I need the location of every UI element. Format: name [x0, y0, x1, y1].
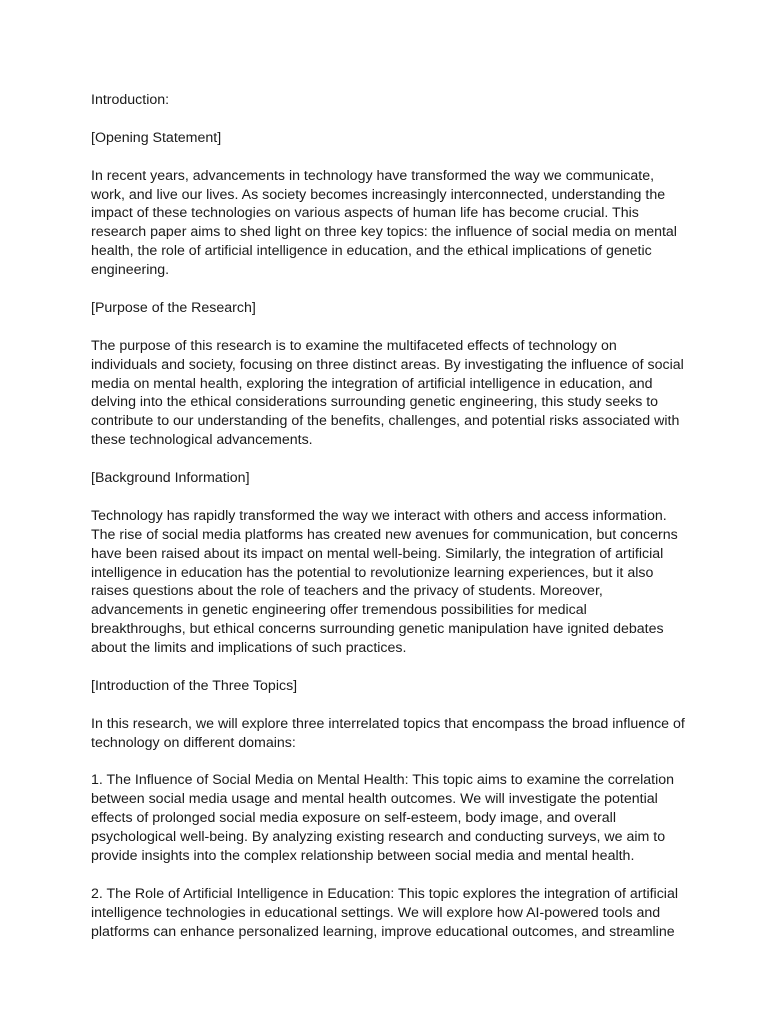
background-label: [Background Information]	[91, 470, 250, 487]
purpose-paragraph: The purpose of this research is to examine the multifaceted effects of technology on individuals and society, focusing on three distinct areas. By investigating the influence of social media on mental health, exploring the integration of artificial intelligence in education, and delving into the ethical considerations surrounding genetic engineering, this study seeks to contribute to our understanding of the benefits, challenges, and potential risks associated with these technological advancements.	[91, 337, 684, 449]
opening-statement-label: [Opening Statement]	[91, 129, 222, 146]
section-heading: Introduction:	[91, 92, 170, 108]
opening-statement-paragraph: In recent years, advancements in technology have transformed the way we communicate, work, and live our lives. As society becomes increasingly interconnected, understanding the impact of these technologies on various aspects of human life has become crucial. This research paper aims to shed light on three key topics: the influence of social media on mental health, the role of artificial intelligence in education, and the ethical implications of genetic engineering.	[91, 167, 677, 279]
topic-2-paragraph: 2. The Role of Artificial Intelligence in Education: This topic explores the integration of artificial intelligence technologies in educational settings. We will explore how AI-powered tools and platforms can enhance personalized learning, improve educational outcomes, and streamline	[91, 885, 678, 940]
topic-1-paragraph: 1. The Influence of Social Media on Mental Health: This topic aims to examine the correlation between social media usage and mental health outcomes. We will investigate the potential effects of prolonged social media exposure on self-esteem, body image, and overall psychological well-being. By analyzing existing research and conducting surveys, we aim to provide insights into the complex relationship between social media and mental health.	[91, 772, 675, 865]
background-paragraph: Technology has rapidly transformed the way we interact with others and access information. The rise of social media platforms has created new avenues for communication, but concerns have been raised about its impact on mental well-being. Similarly, the integration of artificial intelligence in education has the potential to revolutionize learning experiences, but it also raises questions about the role of teachers and the privacy of students. Moreover, advancements in genetic engineering offer tremendous possibilities for medical breakthroughs, but ethical concerns surrounding genetic manipulation have ignited debates about the limits and implications of such practices.	[91, 507, 678, 657]
document-body	[91, 91, 685, 961]
purpose-label: [Purpose of the Research]	[91, 299, 256, 316]
topics-label: [Introduction of the Three Topics]	[91, 677, 298, 694]
topics-intro-paragraph: In this research, we will explore three interrelated topics that encompass the broad influence of technology on different domains:	[91, 715, 685, 751]
